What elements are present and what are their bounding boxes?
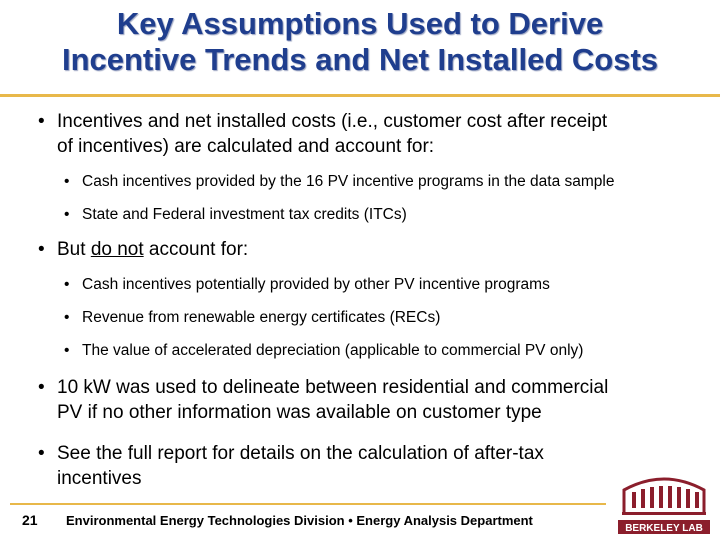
bullet-10kw (38, 375, 708, 425)
bullet-text-line-2: of incentives) are calculated and account for: (57, 136, 435, 157)
bullet-icon: • (64, 276, 70, 293)
bullet-not-account (38, 237, 708, 262)
bullet-incentives (38, 109, 708, 159)
sub-bullet-recs (64, 308, 704, 328)
bullet-text-line-2: incentives (57, 468, 142, 489)
sub-bullet-text: Revenue from renewable energy certificates (RECs) (82, 309, 441, 326)
bullet-icon: • (38, 239, 45, 260)
bullet-icon: • (38, 111, 45, 132)
page-number: 21 (22, 512, 38, 528)
sub-bullet-text: Cash incentives potentially provided by other PV incentive programs (82, 276, 550, 293)
bullet-prefix: But (57, 239, 91, 260)
sub-bullet-itc (64, 205, 704, 225)
bullet-text-line-2: PV if no other information was available on customer type (57, 402, 542, 423)
bullet-text-line-1: 10 kW was used to delineate between residential and commercial (57, 377, 609, 398)
sub-bullet-text: Cash incentives provided by the 16 PV incentive programs in the data sample (82, 173, 615, 190)
bullet-icon: • (38, 443, 45, 464)
bullet-icon: • (64, 342, 70, 359)
sub-bullet-cash-incentives (64, 172, 704, 192)
sub-bullet-text: State and Federal investment tax credits (ITCs) (82, 206, 407, 223)
logo-text: BERKELEY LAB (625, 523, 703, 534)
berkeley-lab-logo (614, 462, 714, 538)
bullet-suffix: account for: (143, 239, 249, 260)
bullet-underlined: do not (90, 239, 144, 260)
bullet-full-report (38, 441, 708, 491)
footer-divider (10, 503, 606, 505)
slide-title (0, 6, 720, 78)
sub-bullet-depreciation (64, 341, 704, 361)
bullet-icon: • (64, 309, 70, 326)
title-line-1: Key Assumptions Used to Derive (116, 6, 604, 41)
sub-bullet-other-programs (64, 275, 704, 295)
bullet-icon: • (64, 173, 70, 190)
title-line-2: Incentive Trends and Net Installed Costs (61, 42, 659, 77)
footer-text: Environmental Energy Technologies Division • Energy Analysis Department (66, 513, 533, 528)
bullet-text-line-1: See the full report for details on the calculation of after-tax (57, 443, 544, 464)
bullet-text-line-1: Incentives and net installed costs (i.e., customer cost after receipt (57, 111, 608, 132)
title-divider (0, 94, 720, 97)
bullet-icon: • (38, 377, 45, 398)
sub-bullet-text: The value of accelerated depreciation (applicable to commercial PV only) (82, 342, 584, 359)
bullet-icon: • (64, 206, 70, 223)
